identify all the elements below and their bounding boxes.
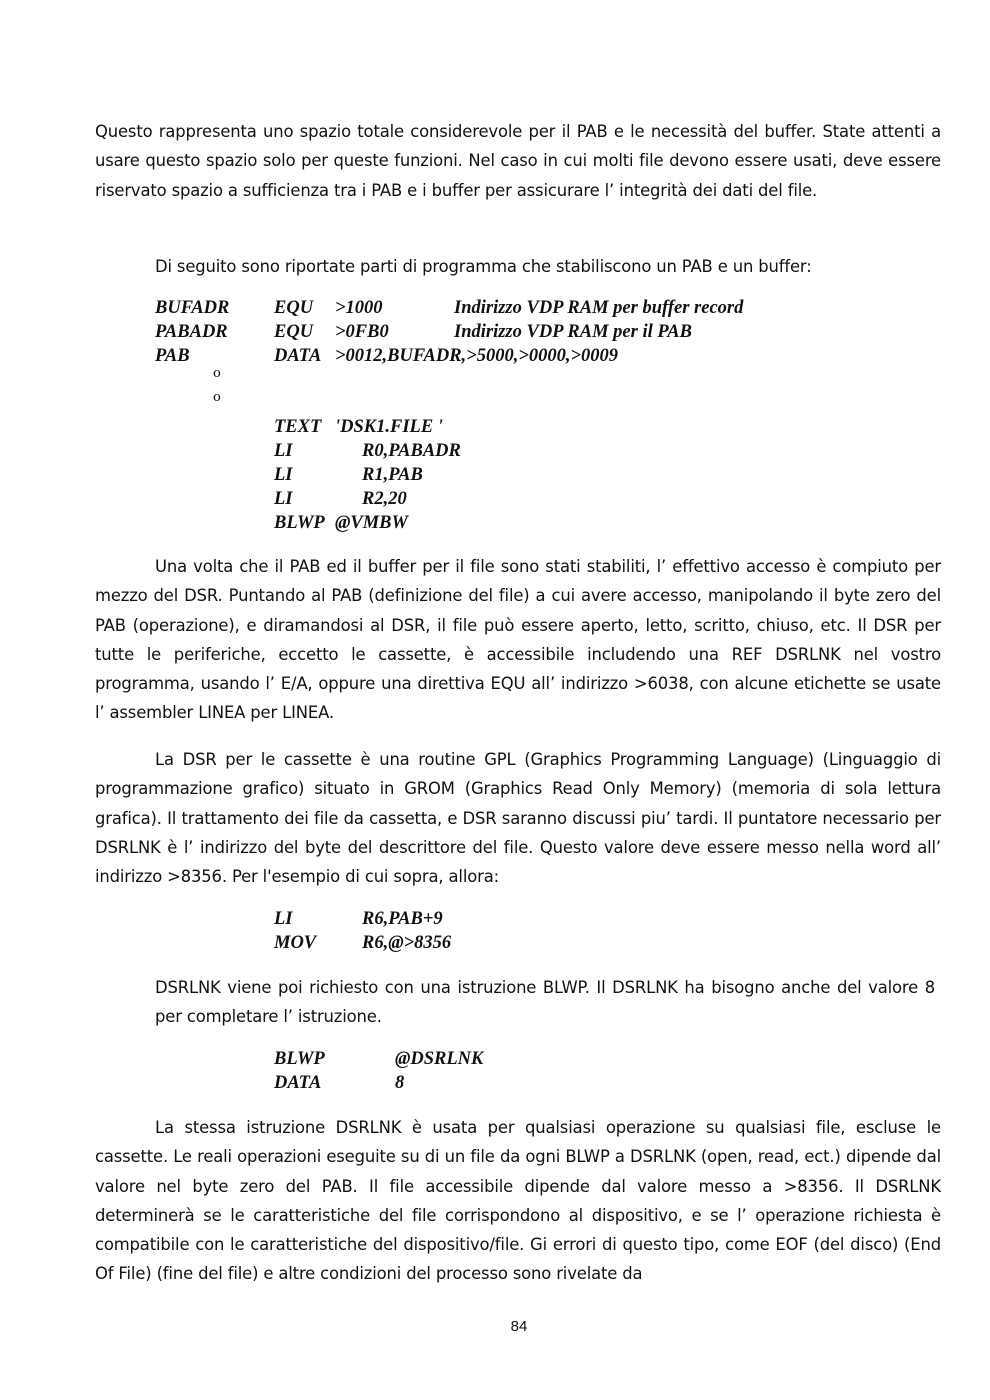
code-arg: >1000 [335, 298, 383, 318]
paragraph-dsrlnk-operations: La stessa istruzione DSRLNK è usata per qualsiasi operazione su qualsiasi file, escluse le cassette. Le reali operazioni eseguite su di un file da ogni BLWP a DSRLNK (open, read, ect.) dipende dal valore nel byte zero del PAB. Il file accessibile dipende dal valore messo a >8356. Il DSRLNK determinerà se le caratteristiche del file corrispondono al dispositivo, e se l’ operazione richiesta è compatibile con le caratteristiche del dispositivo/file. Gi errori di questo tipo, come EOF (del disco) (End Of File) (fine del file) e altre condizioni del processo sono rivelate da [95, 1118, 941, 1284]
ellipsis-dot: o [213, 366, 221, 381]
code-arg: >0012,BUFADR,>5000,>0000,>0009 [335, 346, 619, 366]
code-label: PABADR [155, 322, 228, 342]
code-op: LI [274, 489, 293, 509]
code-arg: 'DSK1.FILE ' [335, 417, 443, 437]
code-line [0, 931, 990, 955]
code-line [0, 296, 990, 320]
paragraph-dsr-access: Una volta che il PAB ed il buffer per il file sono stati stabiliti, l’ effettivo accesso è compiuto per mezzo del DSR. Puntando al PAB (definizione del file) a cui avere accesso, manipolando il byte zero del PAB (operazione), e diramandosi al DSR, il file può essere aperto, letto, scritto, chiuso, etc. Il DSR per tutte le periferiche, eccetto le cassette, è accessibile includendo una REF DSRLNK nel vostro programma, usando l’ E/A, oppure una direttiva EQU all’ indirizzo >6038, con alcune etichette se usate l’ assembler LINEA per LINEA. [95, 557, 941, 723]
code-op: MOV [274, 933, 317, 953]
code-arg: @VMBW [335, 513, 408, 533]
code-block-dsrlnk [0, 1047, 990, 1095]
code-arg: R1,PAB [362, 465, 423, 485]
code-label: PAB [155, 346, 190, 366]
code-line [0, 463, 990, 487]
code-op: LI [274, 465, 293, 485]
code-op: EQU [274, 298, 314, 318]
code-comment: Indirizzo VDP RAM per il PAB [454, 322, 692, 342]
code-arg: 8 [395, 1073, 405, 1093]
ellipsis-dot: o [213, 390, 221, 405]
code-arg: R2,20 [362, 489, 407, 509]
code-op: BLWP [274, 513, 325, 533]
code-line [0, 439, 990, 463]
code-arg: R6,PAB+9 [362, 909, 443, 929]
code-arg: R0,PABADR [362, 441, 461, 461]
paragraph-program-intro: Di seguito sono riportate parti di programma che stabiliscono un PAB e un buffer: [155, 257, 812, 276]
code-label: BUFADR [155, 298, 230, 318]
code-line [0, 344, 990, 368]
code-line [0, 1071, 990, 1095]
code-line [0, 487, 990, 511]
code-line [0, 907, 990, 931]
paragraph-cassette-dsr: La DSR per le cassette è una routine GPL (Graphics Programming Language) (Linguaggio di programmazione grafico) situato in GROM (Graphics Read Only Memory) (memoria di sola lettura grafica). Il trattamento dei file da cassetta, e DSR saranno discussi piu’ tardi. Il puntatore necessario per DSRLNK è l’ indirizzo del byte del descrittore del file. Questo valore deve essere messo nella word all’ indirizzo >8356. Per l'esempio di cui sopra, allora: [95, 750, 941, 887]
code-block-pointer [0, 907, 990, 955]
page-number: 84 [510, 1318, 528, 1335]
code-line [0, 1047, 990, 1071]
code-op: DATA [274, 1073, 322, 1093]
code-line [0, 415, 990, 439]
paragraph-pab-space: Questo rappresenta uno spazio totale considerevole per il PAB e le necessità del buffer. State attenti a usare questo spazio solo per queste funzioni. Nel caso in cui molti file devono essere usati, deve essere riservato spazio a sufficienza tra i PAB e i buffer per assicurare l’ integrità dei dati del file. [95, 122, 941, 200]
code-arg: >0FB0 [335, 322, 389, 342]
code-op: LI [274, 441, 293, 461]
code-arg: @DSRLNK [395, 1049, 484, 1069]
code-op: DATA [274, 346, 322, 366]
code-op: LI [274, 909, 293, 929]
code-line [0, 320, 990, 344]
paragraph-dsrlnk-blwp: DSRLNK viene poi richiesto con una istruzione BLWP. Il DSRLNK ha bisogno anche del valore 8 per completare l’ istruzione. [155, 978, 935, 1027]
code-op: EQU [274, 322, 314, 342]
code-comment: Indirizzo VDP RAM per buffer record [454, 298, 744, 318]
code-block-pab-definition [0, 296, 990, 368]
code-block-vmbw [0, 415, 990, 535]
code-op: TEXT [274, 417, 322, 437]
code-op: BLWP [274, 1049, 325, 1069]
code-arg: R6,@>8356 [362, 933, 452, 953]
code-line [0, 511, 990, 535]
